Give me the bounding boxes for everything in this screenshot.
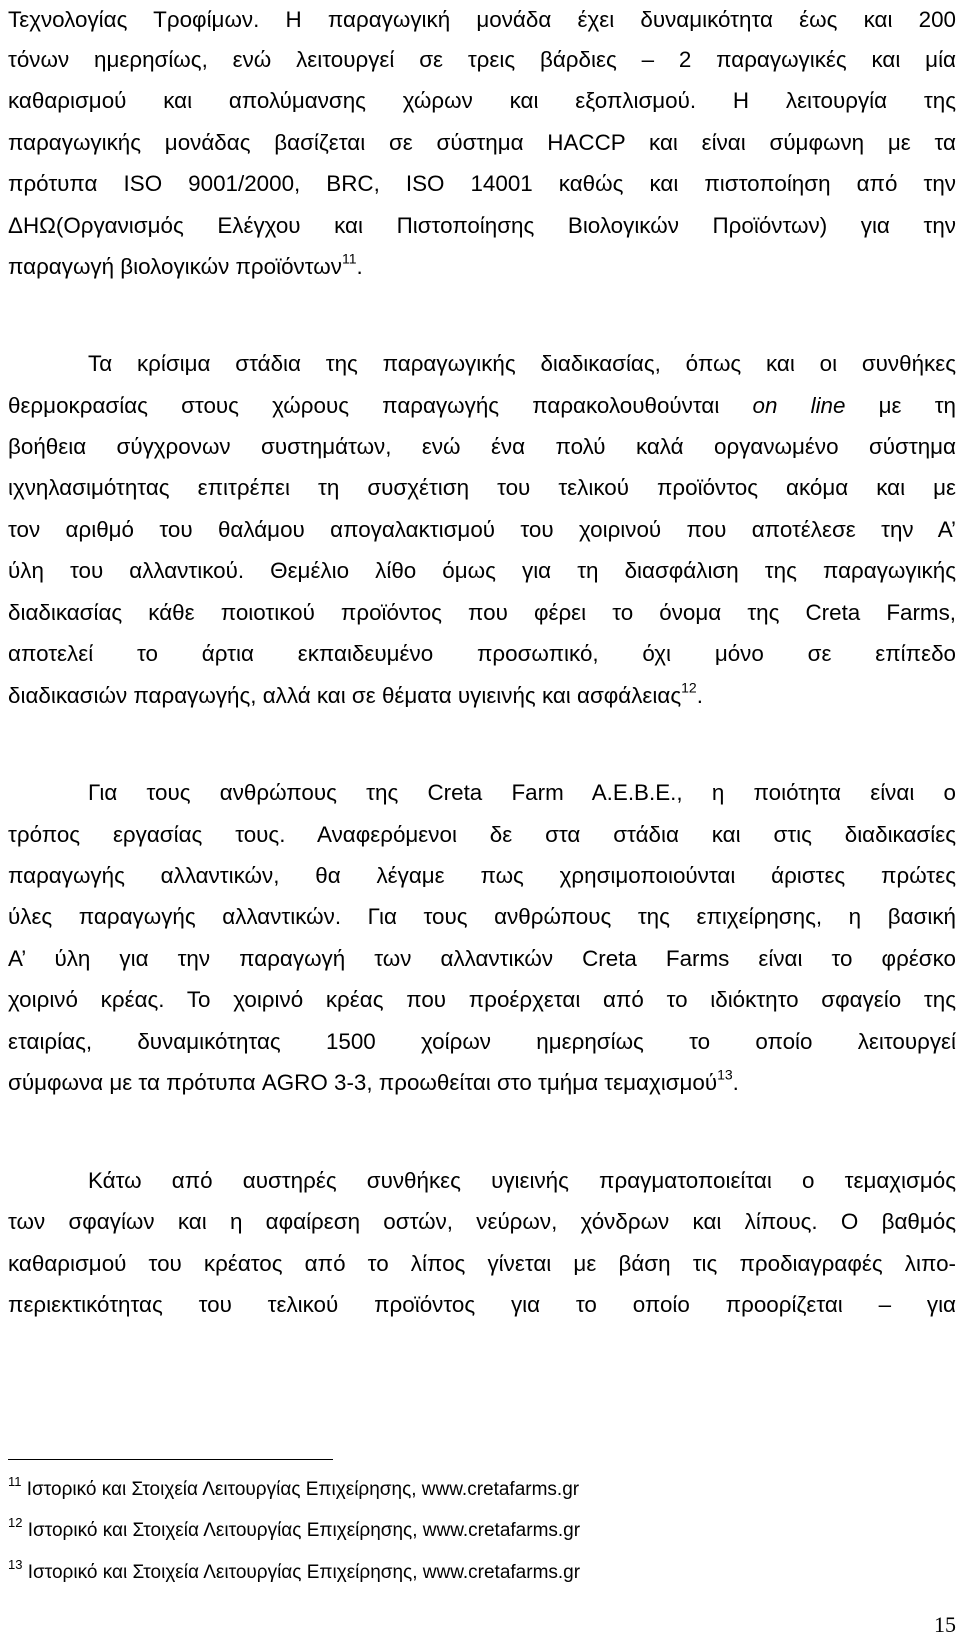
p2-line-2 [8, 386, 956, 426]
p1-line-6: ΔΗΩ(Οργανισμός Ελέγχου και Πιστοποίησης Βιολογικών Προϊόντων) για την [8, 213, 956, 238]
footnote-13 [8, 1556, 581, 1586]
footnote-11 [8, 1473, 580, 1503]
p4-line-2: των σφαγίων και η αφαίρεση οστών, νεύρων, χόνδρων και λίπους. Ο βαθμός [8, 1209, 956, 1234]
p4-line-4: περιεκτικότητας του τελικού προϊόντος για το οποίο προορίζεται – για [8, 1292, 956, 1317]
p4-line-3: καθαρισμού του κρέατος από το λίπος γίνεται με βάση τις προδιαγραφές λιπο- [8, 1251, 956, 1276]
footnote-text: Ιστορικό και Στοιχεία Λειτουργίας Επιχείρησης, www.cretafarms.gr [27, 1562, 581, 1583]
p3-last-tail: . [732, 1070, 739, 1095]
p2-line-2-emphasis: on line [752, 393, 846, 418]
p3-line-2: τρόπος εργασίας τους. Αναφερόμενοι δε στα στάδια και στις διαδικασίες [8, 822, 956, 847]
p3-line-4: ύλες παραγωγής αλλαντικών. Για τους ανθρώπους της επιχείρησης, η βασική [8, 904, 956, 929]
p2-line-6: ύλη του αλλαντικού. Θεμέλιο λίθο όμως για τη διασφάλιση της παραγωγικής [8, 558, 956, 583]
footnote-text: Ιστορικό και Στοιχεία Λειτουργίας Επιχείρησης, www.cretafarms.gr [27, 1520, 581, 1541]
p1-line-7 [8, 247, 956, 287]
p2-line-7: διαδικασίας κάθε ποιοτικού προϊόντος που φέρει το όνομα της Creta Farms, [8, 600, 956, 625]
p2-line-9 [8, 676, 956, 716]
p2-line-3: βοήθεια σύγχρονων συστημάτων, ενώ ένα πολύ καλά οργανωμένο σύστημα [8, 434, 956, 459]
footnote-number: 11 [8, 1473, 22, 1489]
p1-line-4: παραγωγικής μονάδας βασίζεται σε σύστημα HACCP και είναι σύμφωνη με τα [8, 130, 956, 155]
footnote-separator [8, 1459, 333, 1460]
p3-line-8 [8, 1063, 956, 1103]
p1-line-2: τόνων ημερησίως, ενώ λειτουργεί σε τρεις βάρδιες – 2 παραγωγικές και μία [8, 47, 956, 72]
footnote-ref-13: 13 [717, 1066, 733, 1083]
p3-last-text: σύμφωνα με τα πρότυπα AGRO 3-3, προωθείται στο τμήμα τεμαχισμού [8, 1070, 718, 1095]
p2-line-2-pre: θερμοκρασίας στους χώρους παραγωγής παρακολουθούνται [8, 393, 753, 418]
page-number: 15 [934, 1612, 956, 1637]
p1-last-text: παραγωγή βιολογικών προϊόντων [8, 254, 342, 279]
footnote-ref-11: 11 [341, 250, 357, 267]
p4-line-1: Κάτω από αυστηρές συνθήκες υγιεινής πραγματοποιείται ο τεμαχισμός [88, 1168, 956, 1193]
footnote-number: 12 [8, 1514, 23, 1530]
p1-line-3: καθαρισμού και απολύμανσης χώρων και εξοπλισμού. Η λειτουργία της [8, 88, 956, 113]
footnote-text: Ιστορικό και Στοιχεία Λειτουργίας Επιχείρησης, www.cretafarms.gr [26, 1479, 580, 1500]
p3-line-7: εταιρίας, δυναμικότητας 1500 χοίρων ημερησίως το οποίο λειτουργεί [8, 1029, 956, 1054]
p3-line-1: Για τους ανθρώπους της Creta Farm A.E.B.E., η ποιότητα είναι ο [88, 780, 956, 805]
p2-line-5: τον αριθμό του θαλάμου απογαλακτισμού του χοιρινού που αποτέλεσε την Α’ [8, 517, 956, 542]
p2-last-tail: . [696, 683, 703, 708]
footnote-ref-12: 12 [681, 679, 697, 696]
p3-line-5: Α’ ύλη για την παραγωγή των αλλαντικών Creta Farms είναι το φρέσκο [8, 946, 956, 971]
p2-line-1: Τα κρίσιμα στάδια της παραγωγικής διαδικασίας, όπως και οι συνθήκες [88, 351, 956, 376]
footnote-12 [8, 1514, 581, 1544]
p1-line-1: Τεχνολογίας Τροφίμων. Η παραγωγική μονάδα έχει δυναμικότητα έως και 200 [8, 7, 956, 32]
p1-last-tail: . [356, 254, 363, 279]
p2-line-4: ιχνηλασιμότητας επιτρέπει τη συσχέτιση του τελικού προϊόντος ακόμα και με [8, 475, 956, 500]
p2-line-2-post: με τη [845, 393, 957, 418]
document-page [8, 0, 956, 1647]
p3-line-3: παραγωγής αλλαντικών, θα λέγαμε πως χρησιμοποιούνται άριστες πρώτες [8, 863, 956, 888]
p3-line-6: χοιρινό κρέας. Το χοιρινό κρέας που προέρχεται από το ιδιόκτητο σφαγείο της [8, 987, 956, 1012]
footnote-number: 13 [8, 1556, 23, 1572]
p2-last-text: διαδικασιών παραγωγής, αλλά και σε θέματα υγιεινής και ασφάλειας [8, 683, 682, 708]
p2-line-8: αποτελεί το άρτια εκπαιδευμένο προσωπικό, όχι μόνο σε επίπεδο [8, 641, 956, 666]
p1-line-5: πρότυπα ISO 9001/2000, BRC, ISO 14001 καθώς και πιστοποίηση από την [8, 171, 956, 196]
